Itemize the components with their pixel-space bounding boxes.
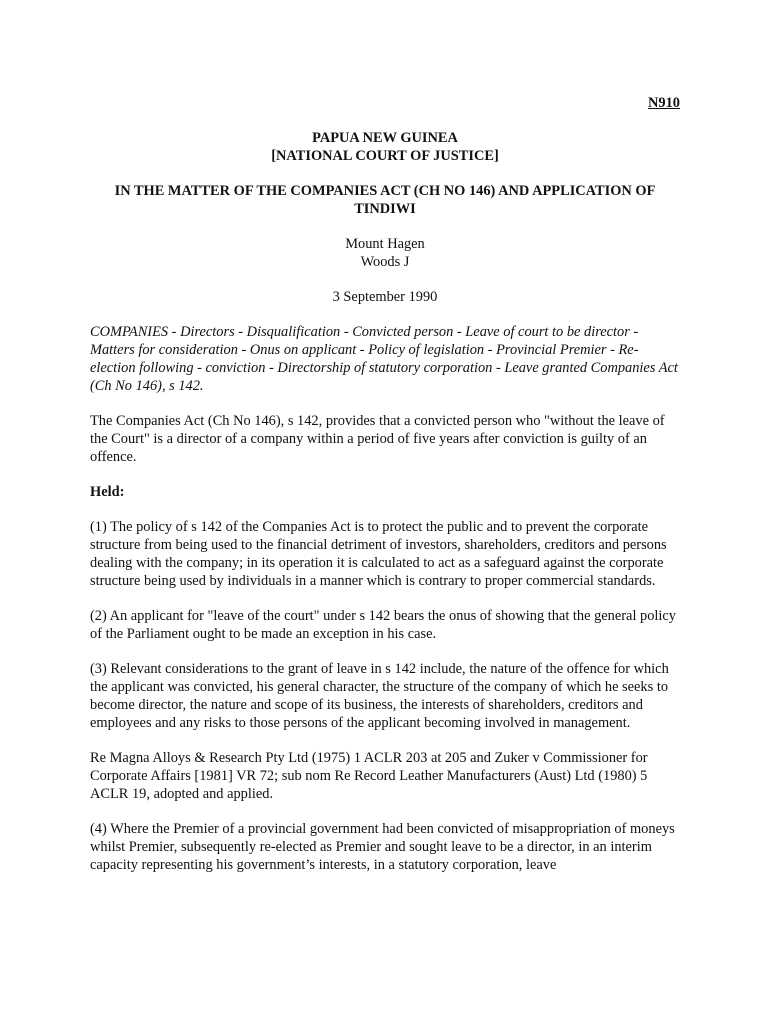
country-name: PAPUA NEW GUINEA [312, 130, 458, 146]
held-paragraph-2: (2) An applicant for "leave of the court" under s 142 bears the onus of showing that the general policy of the Parliament ought to be made an exception in his case. [90, 608, 677, 642]
case-title: IN THE MATTER OF THE COMPANIES ACT (CH NO 146) AND APPLICATION OF TINDIWI [114, 183, 656, 217]
case-number: N910 [648, 95, 680, 111]
document-page [90, 94, 680, 891]
citation-paragraph: Re Magna Alloys & Research Pty Ltd (1975) 1 ACLR 203 at 205 and Zuker v Commissioner for Corporate Affairs [1981] VR 72; sub nom Re Record Leather Manufacturers (Aust) Ltd (1980) 5 ACLR 19, adopted and applied. [90, 750, 648, 802]
court-details [90, 235, 680, 271]
court-name: [NATIONAL COURT OF JUSTICE] [271, 148, 499, 164]
jurisdiction-heading [90, 129, 680, 165]
held-paragraph-3: (3) Relevant considerations to the grant of leave in s 142 include, the nature of the offence for which the applicant was convicted, his general character, the structure of the company of which he seeks to become director, the nature and scope of its business, the interests of shareholders, creditors and employees and any risks to those persons of the applicant becoming involved in management. [90, 661, 669, 731]
catchwords: COMPANIES - Directors - Disqualification - Convicted person - Leave of court to be director - Matters for consideration - Onus on applicant - Policy of legislation - Provincial Premier - Re-election following - conviction - Directorship of statutory corporation - Leave granted Companies Act (Ch No 146), s 142. [90, 324, 678, 394]
held-paragraph-1: (1) The policy of s 142 of the Companies Act is to protect the public and to prevent the corporate structure from being used to the financial detriment of investors, shareholders, creditors and persons dealing with the company; in its operation it is calculated to act as a safeguard against the corporate structure being used by individuals in a manner which is contrary to proper commercial standards. [90, 519, 667, 589]
judgment-date: 3 September 1990 [332, 289, 438, 305]
court-location: Mount Hagen [345, 236, 425, 252]
judge-name: Woods J [360, 254, 410, 270]
held-heading: Held: [90, 484, 125, 500]
held-paragraph-4: (4) Where the Premier of a provincial government had been convicted of misappropriation of moneys whilst Premier, subsequently re-elected as Premier and sought leave to be a director, in an interim capacity representing his government’s interests, in a statutory corporation, leave [90, 821, 675, 873]
summary-paragraph: The Companies Act (Ch No 146), s 142, provides that a convicted person who "without the leave of the Court" is a director of a company within a period of five years after conviction is guilty of an offence. [90, 413, 665, 465]
